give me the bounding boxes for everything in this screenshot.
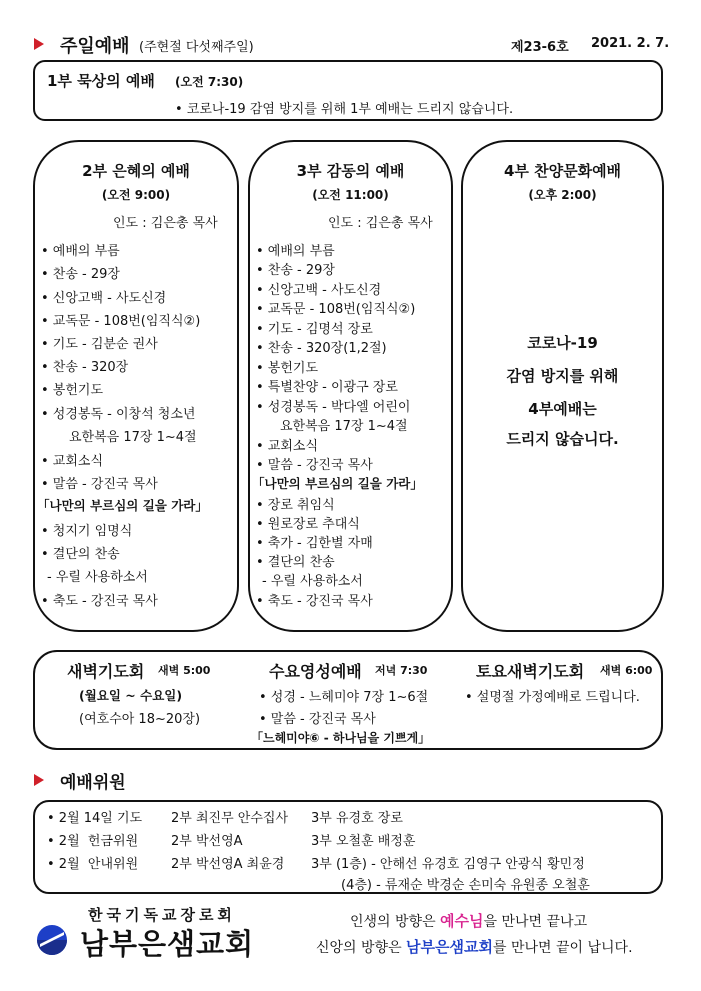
service4-title: 4부 찬양문화예배 bbox=[503, 162, 622, 180]
service3-leader: 인도 : 김은총 목사 bbox=[328, 216, 433, 231]
service4-notice-line: 4부예배는 bbox=[528, 400, 597, 418]
service3-time: (오전 11:00) bbox=[312, 188, 389, 202]
committee-cell: 3부 오철훈 배정훈 bbox=[311, 834, 416, 849]
saturday-title: 토요새벽기도회 bbox=[476, 662, 585, 681]
committee-cell: • 2월 안내위원 bbox=[47, 857, 139, 872]
list-item: • 원로장로 추대식 bbox=[256, 517, 360, 532]
slogan-highlight: 남부은샘교회 bbox=[406, 938, 493, 956]
service4-notice-line: 드리지 않습니다. bbox=[506, 430, 619, 448]
denomination-name: 한국기독교장로회 bbox=[88, 906, 236, 924]
list-item: • 말씀 - 강진국 목사 bbox=[256, 458, 373, 473]
saturday-time: 새벽 6:00 bbox=[600, 664, 653, 677]
dawn-time: 새벽 5:00 bbox=[158, 664, 211, 677]
list-item: • 신앙고백 - 사도신경 bbox=[256, 283, 382, 298]
slogan-line-2 bbox=[316, 936, 633, 957]
list-item: 요한복음 17장 1~4절 bbox=[280, 419, 408, 434]
committee-cell: • 2월 헌금위원 bbox=[47, 834, 139, 849]
committee-cell: • 2월 14일 기도 bbox=[47, 811, 143, 826]
slogan-text: 을 만나면 끝나고 bbox=[483, 914, 588, 930]
weekday-box bbox=[33, 650, 663, 750]
list-item: • 결단의 찬송 bbox=[41, 547, 120, 562]
service2-box bbox=[33, 140, 239, 632]
header-arrow-icon bbox=[34, 38, 44, 50]
list-item: • 봉헌기도 bbox=[256, 361, 319, 376]
service1-title: 1부 묵상의 예배 bbox=[47, 72, 155, 90]
slogan-text: 인생의 방향은 bbox=[350, 914, 441, 930]
list-item: • 예배의 부름 bbox=[41, 244, 120, 259]
list-item: • 말씀 - 강진국 목사 bbox=[41, 477, 158, 492]
service1-time: (오전 7:30) bbox=[175, 75, 244, 89]
wednesday-time: 저녁 7:30 bbox=[375, 664, 428, 677]
slogan-line-1 bbox=[350, 910, 587, 931]
list-item: - 우릴 사용하소서 bbox=[47, 570, 148, 585]
committee-cell: 3부 (1층) - 안해선 유경호 김영구 안광식 황민정 bbox=[311, 857, 585, 872]
service1-box bbox=[33, 60, 663, 121]
committee-cell: 2부 최진무 안수집사 bbox=[171, 811, 288, 826]
list-item: • 기도 - 김명석 장로 bbox=[256, 322, 373, 337]
service1-note: • 코로나-19 감염 방지를 위해 1부 예배는 드리지 않습니다. bbox=[175, 102, 514, 117]
saturday-note: • 설명절 가정예배로 드립니다. bbox=[465, 690, 640, 705]
list-item: • 교독문 - 108번(임직식②) bbox=[41, 314, 201, 329]
sermon-title: 「나만의 부르심의 길을 가라」 bbox=[37, 498, 208, 513]
service4-time: (오후 2:00) bbox=[528, 188, 597, 202]
slogan-text: 신앙의 방향은 bbox=[316, 940, 407, 956]
list-item: • 찬송 - 29장 bbox=[256, 263, 335, 278]
list-item: • 교독문 - 108번(임직식②) bbox=[256, 302, 416, 317]
page-title: 주일예배 bbox=[60, 36, 130, 57]
sermon-title: 「나만의 부르심의 길을 가라」 bbox=[252, 476, 423, 491]
list-item: • 예배의 부름 bbox=[256, 244, 335, 259]
list-item: • 결단의 찬송 bbox=[256, 555, 335, 570]
committee-cell: 2부 박선영A bbox=[171, 834, 243, 849]
committee-arrow-icon bbox=[34, 774, 44, 786]
service3-title: 3부 감동의 예배 bbox=[296, 162, 405, 180]
list-item: • 봉헌기도 bbox=[41, 383, 104, 398]
service2-leader: 인도 : 김은총 목사 bbox=[113, 216, 218, 231]
list-item: • 교회소식 bbox=[41, 454, 104, 469]
list-item: • 성경봉독 - 이창석 청소년 bbox=[41, 407, 196, 422]
list-item: • 성경봉독 - 박다엘 어린이 bbox=[256, 400, 411, 415]
slogan-highlight: 예수님 bbox=[440, 912, 484, 930]
dawn-days: (월요일 ~ 수요일) bbox=[79, 688, 183, 703]
list-item: - 우릴 사용하소서 bbox=[262, 574, 363, 589]
issue-number: 제23-6호 bbox=[511, 40, 569, 55]
list-item: • 축도 - 강진국 목사 bbox=[41, 594, 158, 609]
list-item: • 청지기 임명식 bbox=[41, 524, 133, 539]
list-item: • 찬송 - 320장 bbox=[41, 360, 129, 375]
committee-extra: (4층) - 류재순 박경순 손미숙 유원종 오철훈 bbox=[341, 878, 590, 893]
list-item: • 기도 - 김분순 권사 bbox=[41, 337, 158, 352]
service3-box bbox=[248, 140, 453, 632]
list-item: • 찬송 - 29장 bbox=[41, 267, 120, 282]
list-item: • 찬송 - 320장(1,2절) bbox=[256, 341, 387, 356]
wednesday-title: 수요영성예배 bbox=[269, 662, 362, 681]
committee-title: 예배위원 bbox=[60, 773, 126, 793]
service2-time: (오전 9:00) bbox=[101, 188, 171, 202]
list-item: • 교회소식 bbox=[256, 439, 319, 454]
list-item: • 축가 - 김한별 자매 bbox=[256, 536, 373, 551]
issue-date: 2021. 2. 7. bbox=[591, 36, 670, 51]
slogan-text: 를 만나면 끝이 납니다. bbox=[493, 940, 633, 956]
list-item: • 장로 취임식 bbox=[256, 498, 335, 513]
service2-title: 2부 은혜의 예배 bbox=[82, 162, 190, 180]
list-item: • 축도 - 강진국 목사 bbox=[256, 594, 373, 609]
committee-box bbox=[33, 800, 663, 894]
dawn-title: 새벽기도회 bbox=[67, 662, 145, 681]
page-subtitle: (주현절 다섯째주일) bbox=[139, 40, 254, 55]
list-item: • 신앙고백 - 사도신경 bbox=[41, 291, 167, 306]
service4-notice-line: 감염 방지를 위해 bbox=[506, 367, 619, 385]
committee-cell: 2부 박선영A 최윤경 bbox=[171, 857, 285, 872]
wednesday-scripture: • 성경 - 느헤미야 7장 1~6절 bbox=[259, 690, 429, 705]
service4-notice-line: 코로나-19 bbox=[527, 334, 598, 352]
church-logo-icon bbox=[36, 924, 68, 956]
wednesday-sermon: • 말씀 - 강진국 목사 bbox=[259, 712, 376, 727]
list-item: • 특별찬양 - 이광구 장로 bbox=[256, 380, 398, 395]
committee-cell: 3부 유경호 장로 bbox=[311, 811, 403, 826]
wednesday-sermon-title: 「느헤미야⑥ - 하나님을 기쁘게」 bbox=[251, 731, 431, 745]
service4-box bbox=[461, 140, 664, 632]
dawn-note: (여호수아 18~20장) bbox=[79, 712, 201, 727]
list-item: 요한복음 17장 1~4절 bbox=[69, 430, 197, 445]
church-name: 남부은샘교회 bbox=[80, 927, 255, 961]
